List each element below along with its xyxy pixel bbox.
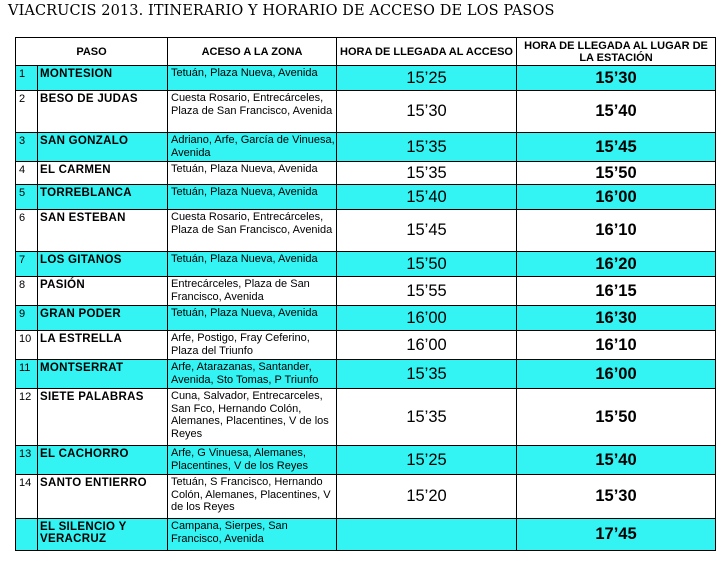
acceso-route: Tetuán, Plaza Nueva, Avenida — [168, 306, 337, 331]
row-number: 14 — [16, 475, 38, 519]
header-paso: PASO — [16, 38, 168, 66]
paso-name: PASIÓN — [38, 277, 168, 306]
row-number: 3 — [16, 133, 38, 162]
hora-llegada-acceso: 15’35 — [337, 162, 517, 185]
hora-llegada-estacion: 15’40 — [517, 446, 716, 475]
hora-llegada-acceso: 15’40 — [337, 185, 517, 210]
paso-name: SIETE PALABRAS — [38, 389, 168, 446]
paso-name: EL CARMEN — [38, 162, 168, 185]
paso-name: SAN GONZALO — [38, 133, 168, 162]
hora-llegada-acceso: 15’55 — [337, 277, 517, 306]
acceso-route: Entrecárceles, Plaza de San Francisco, Avenida — [168, 277, 337, 306]
acceso-route: Adriano, Arfe, García de Vinuesa, Avenida — [168, 133, 337, 162]
table-row — [16, 475, 716, 519]
hora-llegada-estacion: 16’10 — [517, 210, 716, 252]
hora-llegada-acceso: 15’35 — [337, 360, 517, 389]
hora-llegada-acceso: 15’25 — [337, 66, 517, 91]
table-row — [16, 252, 716, 277]
row-number: 9 — [16, 306, 38, 331]
paso-name: MONTESION — [38, 66, 168, 91]
hora-llegada-estacion: 15’50 — [517, 389, 716, 446]
header-llegada-estacion: HORA DE LLEGADA AL LUGAR DE LA ESTACIÓN — [517, 38, 716, 66]
row-number: 8 — [16, 277, 38, 306]
paso-name: EL SILENCIO Y VERACRUZ — [38, 519, 168, 551]
table-row — [16, 133, 716, 162]
row-number: 4 — [16, 162, 38, 185]
page-title: VIACRUCIS 2013. ITINERARIO Y HORARIO DE ACCESO DE LOS PASOS — [8, 3, 555, 19]
acceso-route: Arfe, Postigo, Fray Ceferino, Plaza del Triunfo — [168, 331, 337, 360]
row-number: 11 — [16, 360, 38, 389]
paso-name: SAN ESTEBAN — [38, 210, 168, 252]
table-row — [16, 519, 716, 551]
acceso-route: Tetuán, S Francisco, Hernando Colón, Alemanes, Placentines, V de los Reyes — [168, 475, 337, 519]
hora-llegada-estacion: 17’45 — [517, 519, 716, 551]
hora-llegada-estacion: 15’40 — [517, 91, 716, 133]
acceso-route: Cuesta Rosario, Entrecárceles, Plaza de San Francisco, Avenida — [168, 91, 337, 133]
table-row — [16, 331, 716, 360]
hora-llegada-acceso: 16’00 — [337, 306, 517, 331]
hora-llegada-acceso: 15’35 — [337, 389, 517, 446]
paso-name: SANTO ENTIERRO — [38, 475, 168, 519]
hora-llegada-acceso: 15’50 — [337, 252, 517, 277]
header-acceso: ACESO A LA ZONA — [168, 38, 337, 66]
hora-llegada-acceso: 15’25 — [337, 446, 517, 475]
acceso-route: Cuna, Salvador, Entrecarceles, San Fco, Hernando Colón, Alemanes, Placentines, V de los Reyes — [168, 389, 337, 446]
acceso-route: Arfe, G Vinuesa, Alemanes, Placentines, V de los Reyes — [168, 446, 337, 475]
acceso-route: Campana, Sierpes, San Francisco, Avenida — [168, 519, 337, 551]
table-row — [16, 162, 716, 185]
hora-llegada-estacion: 16’00 — [517, 360, 716, 389]
row-number: 6 — [16, 210, 38, 252]
table-row — [16, 66, 716, 91]
table-row — [16, 185, 716, 210]
hora-llegada-acceso: 15’30 — [337, 91, 517, 133]
paso-name: BESO DE JUDAS — [38, 91, 168, 133]
hora-llegada-estacion: 15’50 — [517, 162, 716, 185]
acceso-route: Tetuán, Plaza Nueva, Avenida — [168, 185, 337, 210]
paso-name: MONTSERRAT — [38, 360, 168, 389]
hora-llegada-estacion: 16’15 — [517, 277, 716, 306]
row-number: 13 — [16, 446, 38, 475]
hora-llegada-estacion: 15’45 — [517, 133, 716, 162]
paso-name: TORREBLANCA — [38, 185, 168, 210]
row-number: 10 — [16, 331, 38, 360]
paso-name: LOS GITANOS — [38, 252, 168, 277]
hora-llegada-estacion: 16’30 — [517, 306, 716, 331]
table-row — [16, 91, 716, 133]
table-row — [16, 389, 716, 446]
table-row — [16, 306, 716, 331]
acceso-route: Tetuán, Plaza Nueva, Avenida — [168, 66, 337, 91]
acceso-route: Cuesta Rosario, Entrecárceles, Plaza de San Francisco, Avenida — [168, 210, 337, 252]
hora-llegada-estacion: 15’30 — [517, 66, 716, 91]
header-row — [16, 38, 716, 66]
hora-llegada-estacion: 16’20 — [517, 252, 716, 277]
hora-llegada-acceso: 15’45 — [337, 210, 517, 252]
row-number: 12 — [16, 389, 38, 446]
table-row — [16, 446, 716, 475]
hora-llegada-acceso: 15’35 — [337, 133, 517, 162]
row-number: 7 — [16, 252, 38, 277]
acceso-route: Tetuán, Plaza Nueva, Avenida — [168, 252, 337, 277]
acceso-route: Tetuán, Plaza Nueva, Avenida — [168, 162, 337, 185]
hora-llegada-estacion: 15’30 — [517, 475, 716, 519]
table-row — [16, 360, 716, 389]
paso-name: EL CACHORRO — [38, 446, 168, 475]
schedule-table — [15, 37, 716, 551]
row-number: 2 — [16, 91, 38, 133]
paso-name: LA ESTRELLA — [38, 331, 168, 360]
row-number: 1 — [16, 66, 38, 91]
table-row — [16, 210, 716, 252]
hora-llegada-acceso: 16’00 — [337, 331, 517, 360]
hora-llegada-estacion: 16’00 — [517, 185, 716, 210]
header-llegada-acceso: HORA DE LLEGADA AL ACCESO — [337, 38, 517, 66]
hora-llegada-estacion: 16’10 — [517, 331, 716, 360]
table-row — [16, 277, 716, 306]
paso-name: GRAN PODER — [38, 306, 168, 331]
acceso-route: Arfe, Atarazanas, Santander, Avenida, Sto Tomas, P Triunfo — [168, 360, 337, 389]
row-number — [16, 519, 38, 551]
hora-llegada-acceso — [337, 519, 517, 551]
hora-llegada-acceso: 15’20 — [337, 475, 517, 519]
row-number: 5 — [16, 185, 38, 210]
